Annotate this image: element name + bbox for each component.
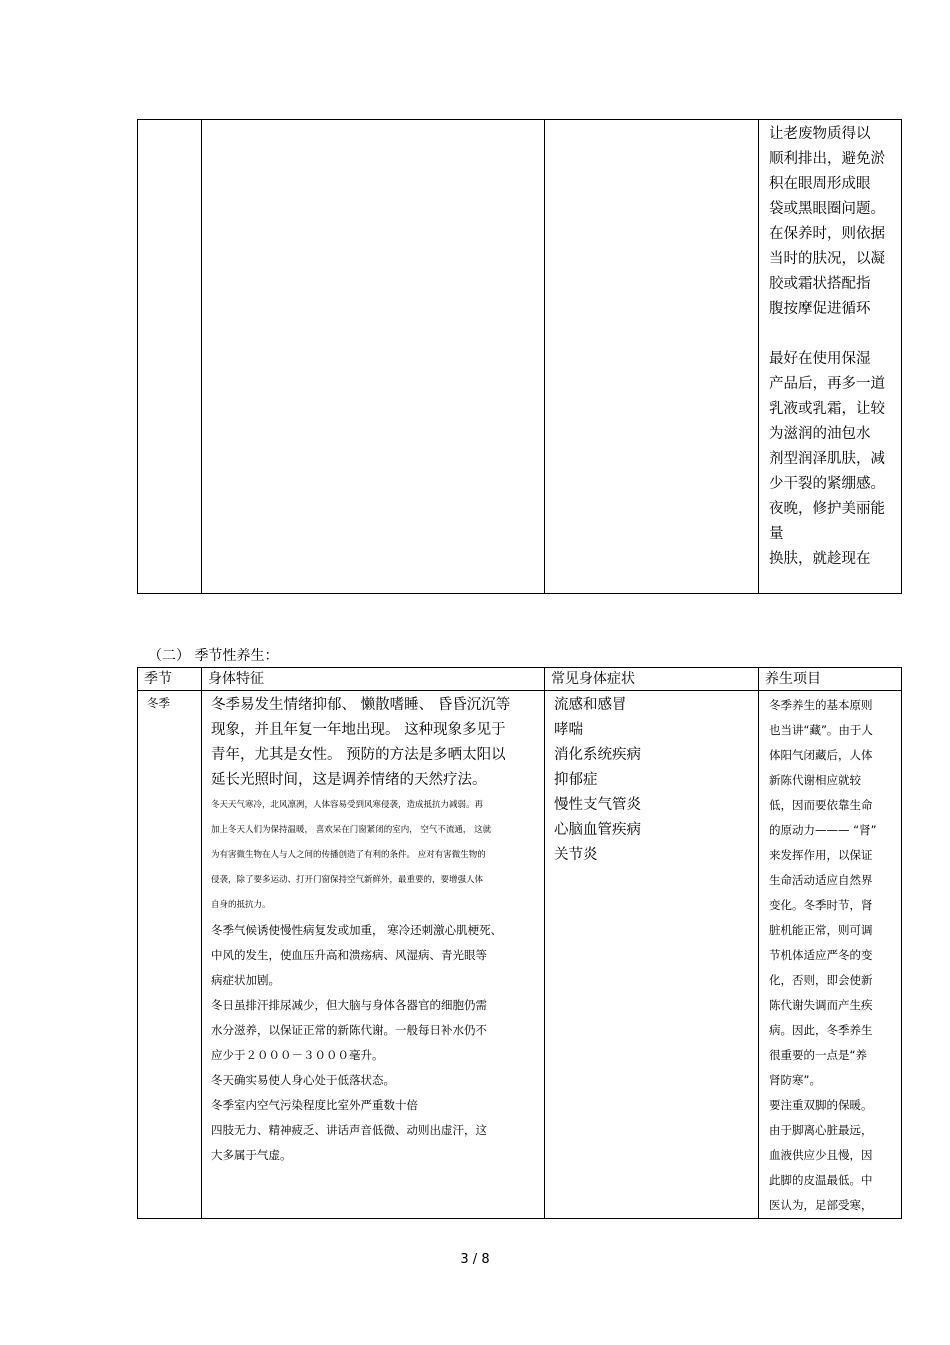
text-line: 让老废物质得以 (769, 126, 871, 142)
text-line: 侵袭，除了要多运动、打开门窗保持空气新鲜外，最重要的，要增强人体 (211, 875, 484, 885)
text-line: 换肤，就趁现在 (769, 551, 871, 567)
text-line: 袋或黑眼圈问题。 (769, 201, 885, 217)
symptoms-list (554, 693, 758, 868)
symptom-item: 消化系统疾病 (554, 747, 641, 763)
header-common-symptoms: 常见身体症状 (545, 668, 759, 691)
table-row (138, 120, 902, 594)
text-line: 最好在使用保湿 (769, 351, 871, 367)
features-detail-text (211, 918, 544, 1168)
text-line: 低，因而要依靠生命 (769, 798, 873, 812)
text-line: 医认为，足部受寒， (769, 1198, 873, 1212)
symptom-item: 关节炎 (554, 847, 598, 863)
continued-table (137, 119, 902, 594)
text-line: 加上冬天人们为保持温暖， 喜欢呆在门窗紧闭的室内， 空气不流通， 这就 (211, 825, 492, 835)
text-line: 应少于２０００－３０００毫升。 (211, 1048, 384, 1062)
text-line: 产品后，再多一道 (769, 376, 885, 392)
text-line: 体阳气闭藏后，人体 (769, 748, 873, 762)
header-season: 季节 (138, 668, 202, 691)
text-line: 来发挥作用，以保证 (769, 848, 873, 862)
text-line: 少干裂的紧绷感。 (769, 476, 885, 492)
symptom-item: 哮喘 (554, 722, 583, 738)
text-line: 现象，并且年复一年地出现。 这种现象多见于 (211, 722, 506, 738)
symptom-item: 抑郁症 (554, 772, 598, 788)
text-line: 夜晚，修护美丽能 (769, 501, 885, 517)
text-line: 冬天天气寒冷，北风凛冽，人体容易受到风寒侵袭，造成抵抗力减弱。再 (211, 800, 484, 810)
text-line: 很重要的一点是“养 (769, 1048, 867, 1062)
page-number: 3 / 8 (460, 1252, 490, 1267)
symptom-item: 慢性支气管炎 (554, 797, 641, 813)
season-label: 冬季 (147, 696, 170, 710)
text-line: 陈代谢失调而产生疾 (769, 998, 873, 1012)
text-line: 由于脚离心脏最远， (769, 1123, 873, 1137)
text-line: 冬季养生的基本原则 (769, 698, 873, 712)
symptom-item: 心脑血管疾病 (554, 822, 641, 838)
wellness-cell (759, 691, 902, 1219)
table-cell-empty (202, 120, 545, 594)
text-line: 也当讲“藏”。由于人 (769, 723, 873, 737)
text-line: 大多属于气虚。 (211, 1148, 292, 1162)
text-line: 胶或霜状搭配指 (769, 276, 871, 292)
text-line: 为有害微生物在人与人之间的传播创造了有利的条件。 应对有害微生物的 (211, 850, 486, 860)
text-line: 冬季室内空气污染程度比室外严重数十倍 (211, 1098, 418, 1112)
table-cell-empty (138, 120, 202, 594)
text-line: 顺利排出，避免淤 (769, 151, 885, 167)
text-line: 化，否则，即会使新 (769, 973, 873, 987)
text-line: 为滋润的油包水 (769, 426, 871, 442)
text-line: 要注重双脚的保暖。 (769, 1098, 873, 1112)
care-tips-text (769, 122, 901, 572)
seasonal-health-table (137, 667, 902, 1219)
symptoms-cell (545, 691, 759, 1219)
section-title: （二） 季节性养生： (148, 648, 279, 664)
header-wellness-items: 养生项目 (759, 668, 902, 691)
text-line: 病症状加剧。 (211, 973, 280, 987)
text-line: 四肢无力、精神疲乏、讲话声音低微、动则出虚汗，这 (211, 1123, 487, 1137)
season-cell (138, 691, 202, 1219)
text-line: 变化。冬季时节，肾 (769, 898, 873, 912)
text-line: 中风的发生，使血压升高和溃疡病、风湿病、青光眼等 (211, 948, 487, 962)
text-line: 冬天确实易使人身心处于低落状态。 (211, 1073, 395, 1087)
features-small-text (211, 793, 544, 918)
text-line: 量 (769, 526, 784, 542)
text-line: 此脚的皮温最低。中 (769, 1173, 873, 1187)
text-line: 血液供应少且慢，因 (769, 1148, 873, 1162)
text-line: 乳液或乳霜，让较 (769, 401, 885, 417)
text-line: 节机体适应严冬的变 (769, 948, 873, 962)
text-line: 冬日虽排汗排尿减少，但大脑与身体各器官的细胞仍需 (211, 998, 487, 1012)
text-line: 病。因此，冬季养生 (769, 1023, 873, 1037)
text-line: 肾防寒”。 (769, 1073, 821, 1087)
text-line: 当时的肤况，以凝 (769, 251, 885, 267)
wellness-text (769, 693, 901, 1218)
text-line (769, 322, 901, 347)
table-header-row (138, 668, 902, 691)
text-line: 腹按摩促进循环 (769, 301, 871, 317)
text-line: 的原动力——— “肾” (769, 823, 877, 837)
text-line: 青年，尤其是女性。 预防的方法是多晒太阳以 (211, 747, 506, 763)
text-line: 积在眼周形成眼 (769, 176, 871, 192)
text-line: 新陈代谢相应就较 (769, 773, 861, 787)
text-line: 在保养时，则依据 (769, 226, 885, 242)
text-line: 剂型润泽肌肤，减 (769, 451, 885, 467)
text-line: 水分滋养，以保证正常的新陈代谢。一般每日补水仍不 (211, 1023, 487, 1037)
table-cell-care-tips (759, 120, 902, 594)
body-features-cell (202, 691, 545, 1219)
table-cell-empty (545, 120, 759, 594)
table-row (138, 691, 902, 1219)
text-line: 延长光照时间，这是调养情绪的天然疗法。 (211, 772, 487, 788)
text-line: 脏机能正常，则可调 (769, 923, 873, 937)
symptom-item: 流感和感冒 (554, 697, 627, 713)
text-line: 冬季易发生情绪抑郁、 懒散嗜睡、 昏昏沉沉等 (211, 697, 511, 713)
text-line: 生命活动适应自然界 (769, 873, 873, 887)
text-line: 冬季气候诱使慢性病复发或加重， 寒冷还刺激心肌梗死、 (211, 923, 503, 937)
header-body-features: 身体特征 (202, 668, 545, 691)
text-line: 自身的抵抗力。 (211, 900, 271, 910)
features-main-text (211, 693, 544, 793)
